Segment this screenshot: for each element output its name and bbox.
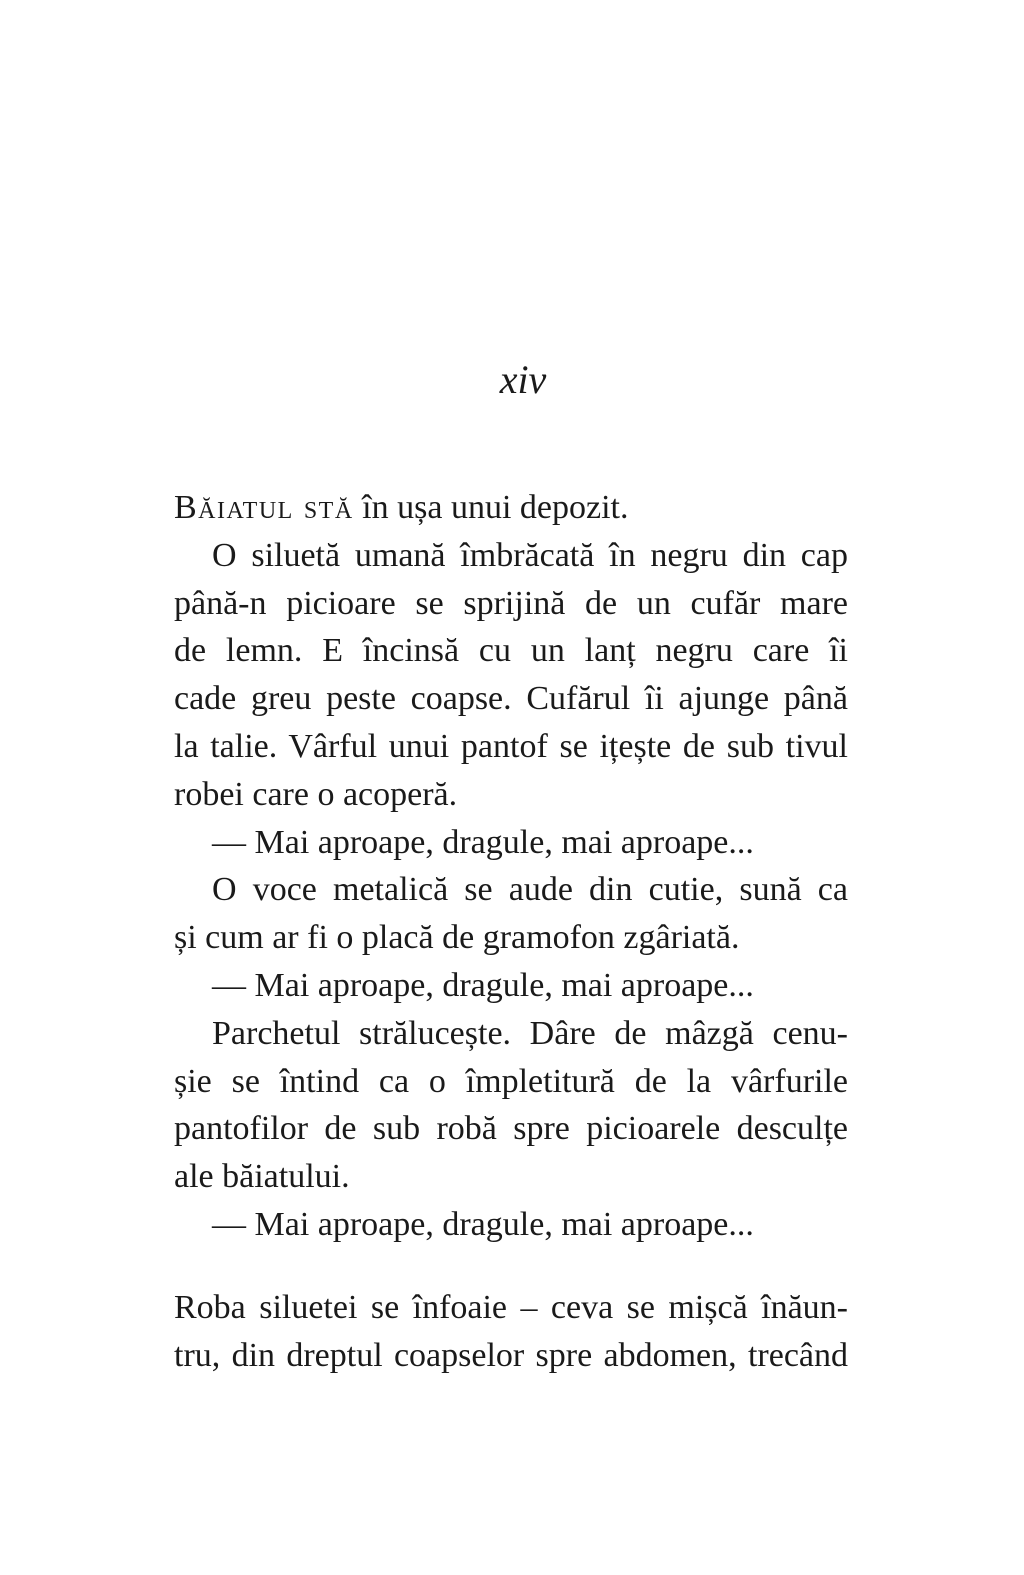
dialogue-line: — Mai aproape, dragule, mai aproape... (212, 1205, 754, 1243)
dialogue-line: — Mai aproape, dragule, mai aproape... (212, 966, 754, 1004)
text-line: Parchetul strălucește. Dâre de mâzgă cenu- (212, 1014, 848, 1052)
text-line: O voce metalică se aude din cutie, sună ca (212, 871, 848, 909)
text-line: de lemn. E încinsă cu un lanț negru care îi (174, 632, 848, 670)
text-line: ale băiatului. (174, 1158, 350, 1196)
text-line: până-n picioare se sprijină de un cufăr mare (174, 584, 848, 622)
text-line: pantofilor de sub robă spre picioarele desculțe (174, 1110, 848, 1148)
text-line: robei care o acoperă. (174, 775, 458, 813)
text-line: tru, din dreptul coapselor spre abdomen, trecând (174, 1336, 848, 1374)
opening-smallcaps: Băiatul stă (174, 489, 354, 526)
text-line: Roba siluetei se înfoaie – ceva se mișcă înăun- (174, 1289, 848, 1326)
text-line: la talie. Vârful unui pantof se ițește de sub tivul (174, 727, 848, 765)
chapter-number: xiv (499, 357, 547, 402)
dialogue-line: — Mai aproape, dragule, mai aproape... (212, 823, 754, 861)
opening-rest: în ușa unui depozit. (353, 489, 629, 526)
opening-line (174, 484, 848, 532)
text-block-2 (174, 1284, 848, 1380)
text-block-1 (174, 484, 848, 1249)
text-line: cade greu peste coapse. Cufărul îi ajunge până (174, 680, 848, 718)
text-line: și cum ar fi o placă de gramofon zgâriată. (174, 919, 740, 957)
text-line: O siluetă umană îmbrăcată în negru din cap (212, 536, 848, 574)
text-line: șie se întind ca o împletitură de la vârfurile (174, 1062, 848, 1100)
